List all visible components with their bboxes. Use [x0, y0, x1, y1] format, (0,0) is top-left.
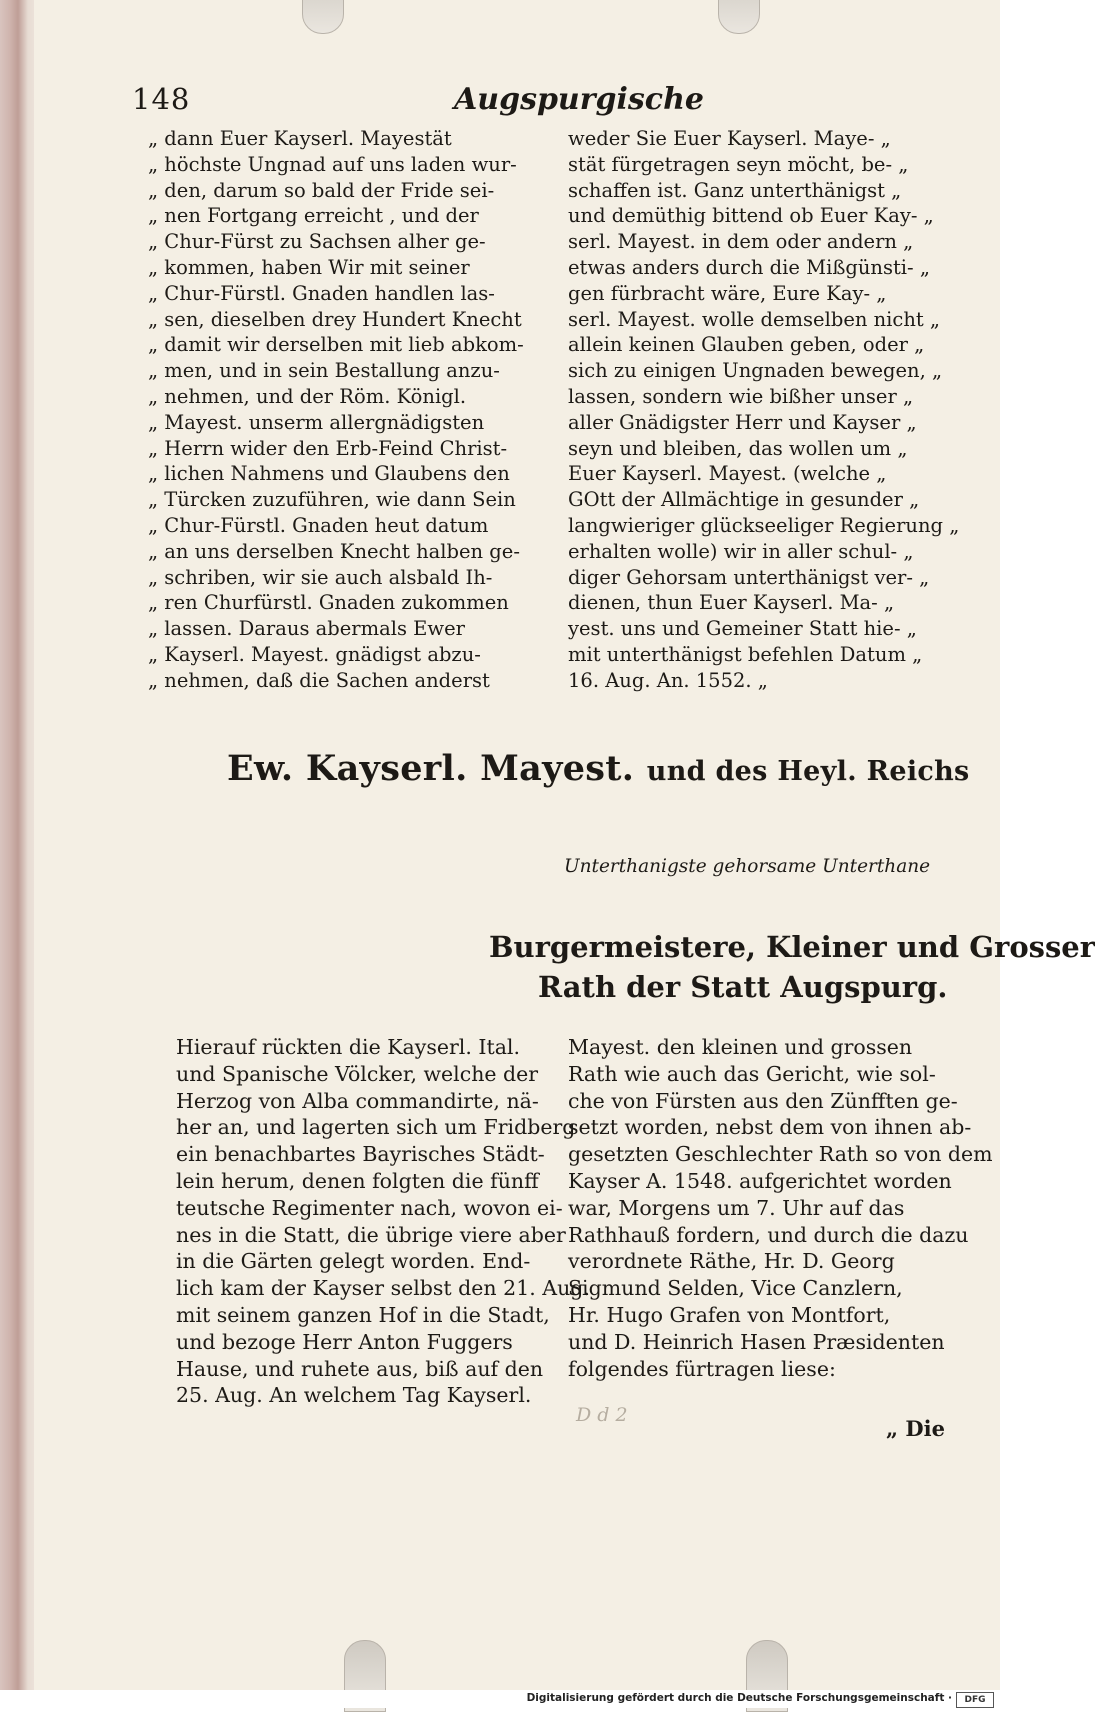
- signatory-line-2: Rath der Statt Augspurg.: [538, 970, 948, 1004]
- text-line: „ men, und in sein Bestallung anzu-: [148, 359, 500, 383]
- text-line: seyn und bleiben, das wollen um „: [568, 436, 908, 460]
- text-line: 25. Aug. An welchem Tag Kayserl.: [176, 1383, 532, 1408]
- text-line: mit seinem ganzen Hof in die Stadt,: [176, 1302, 550, 1327]
- text-line: und demüthig bittend ob Euer Kay- „: [568, 204, 934, 228]
- text-line: Hr. Hugo Grafen von Montfort,: [568, 1302, 891, 1327]
- page-clip-top-right: [718, 0, 760, 34]
- text-line: lein herum, denen folgten die fünff: [176, 1168, 539, 1193]
- narrative-column-right: [568, 1034, 993, 1382]
- text-line: „ höchste Ungnad auf uns laden wur-: [148, 152, 517, 176]
- text-line: Hierauf rückten die Kayserl. Ital.: [176, 1035, 521, 1059]
- letter-column-left: [148, 126, 528, 694]
- text-line: „ Herrn wider den Erb-Feind Christ-: [148, 436, 508, 460]
- text-line: serl. Mayest. in dem oder andern „: [568, 230, 914, 254]
- text-line: „ sen, dieselben drey Hundert Knecht: [148, 307, 522, 331]
- text-line: folgendes fürtragen liese:: [568, 1356, 836, 1381]
- text-line: sich zu einigen Ungnaden bewegen, „: [568, 359, 943, 383]
- text-line: „ lichen Nahmens und Glaubens den: [148, 462, 510, 486]
- text-line: erhalten wolle) wir in aller schul- „: [568, 539, 914, 563]
- text-line: Herzog von Alba commandirte, nä-: [176, 1088, 539, 1113]
- text-line: GOtt der Allmächtige in gesunder „: [568, 488, 920, 512]
- text-line: weder Sie Euer Kayserl. Maye- „: [568, 127, 891, 150]
- text-line: langwieriger glückseeliger Regierung „: [568, 513, 960, 537]
- text-line: war, Morgens um 7. Uhr auf das: [568, 1195, 905, 1220]
- text-line: „ ren Churfürstl. Gnaden zukommen: [148, 591, 509, 615]
- text-line: her an, und lagerten sich um Fridberg: [176, 1115, 576, 1140]
- text-line: „ Mayest. unserm allergnädigsten: [148, 410, 485, 434]
- text-line: yest. uns und Gemeiner Statt hie- „: [568, 617, 917, 641]
- text-line: „ kommen, haben Wir mit seiner: [148, 255, 470, 279]
- text-line: Rath wie auch das Gericht, wie sol-: [568, 1061, 936, 1086]
- page-clip-top-left: [302, 0, 344, 34]
- text-line: „ nehmen, daß die Sachen anderst: [148, 668, 490, 692]
- running-title: Augspurgische: [454, 82, 704, 117]
- text-line: „ damit wir derselben mit lieb abkom-: [148, 333, 524, 357]
- text-line: „ Chur-Fürstl. Gnaden heut datum: [148, 513, 489, 537]
- text-line: allein keinen Glauben geben, oder „: [568, 333, 925, 357]
- text-line: ein benachbartes Bayrisches Städt-: [176, 1142, 545, 1167]
- text-line: und D. Heinrich Hasen Præsidenten: [568, 1329, 945, 1354]
- text-line: serl. Mayest. wolle demselben nicht „: [568, 307, 941, 331]
- text-line: teutsche Regimenter nach, wovon ei-: [176, 1195, 563, 1220]
- text-line: schaffen ist. Ganz unterthänigst „: [568, 178, 902, 202]
- letter-column-right: [568, 126, 958, 694]
- catchword: „ Die: [886, 1416, 945, 1441]
- text-line: setzt worden, nebst dem von ihnen ab-: [568, 1115, 972, 1140]
- text-line: lassen, sondern wie bißher unser „: [568, 384, 914, 408]
- text-line: und bezoge Herr Anton Fuggers: [176, 1329, 513, 1354]
- text-line: „ Chur-Fürstl. Gnaden handlen las-: [148, 281, 495, 305]
- dfg-logo: DFG: [956, 1692, 994, 1708]
- signatory-line-1: Burgermeistere, Kleiner und Grosser: [489, 930, 1095, 964]
- text-line: „ an uns derselben Knecht halben ge-: [148, 539, 520, 563]
- text-line: Sigmund Selden, Vice Canzlern,: [568, 1276, 903, 1301]
- text-line: „ nen Fortgang erreicht , und der: [148, 204, 479, 228]
- text-line: Kayser A. 1548. aufgerichtet worden: [568, 1168, 952, 1193]
- text-line: in die Gärten gelegt worden. End-: [176, 1249, 531, 1274]
- subscription-line: Unterthanigste gehorsame Unterthane: [564, 856, 931, 877]
- text-line: verordnete Räthe, Hr. D. Georg: [568, 1249, 895, 1274]
- text-line: dienen, thun Euer Kayserl. Ma- „: [568, 591, 895, 615]
- closing-salutation-small: und des Heyl. Reichs: [646, 756, 970, 787]
- narrative-column-left: [176, 1034, 590, 1409]
- text-line: nes in die Statt, die übrige viere aber: [176, 1222, 566, 1247]
- text-line: „ Türcken zuzuführen, wie dann Sein: [148, 488, 516, 512]
- page-number: 148: [132, 82, 191, 116]
- text-line: Rathhauß fordern, und durch die dazu: [568, 1222, 969, 1247]
- book-page: [34, 0, 1095, 1690]
- closing-salutation-large: Ew. Kayserl. Mayest.: [227, 748, 635, 789]
- page-header: [34, 78, 1000, 122]
- text-line: und Spanische Völcker, welche der: [176, 1061, 539, 1086]
- text-line: Mayest. den kleinen und grossen: [568, 1035, 913, 1059]
- text-line: gesetzten Geschlechter Rath so von dem: [568, 1142, 993, 1167]
- text-line: „ dann Euer Kayserl. Mayestät: [148, 127, 452, 150]
- text-line: lich kam der Kayser selbst den 21. Aug.: [176, 1276, 590, 1301]
- text-line: aller Gnädigster Herr und Kayser „: [568, 410, 917, 434]
- text-line: „ lassen. Daraus abermals Ewer: [148, 617, 465, 641]
- text-line: „ Chur-Fürst zu Sachsen alher ge-: [148, 230, 486, 254]
- text-line: etwas anders durch die Mißgünsti- „: [568, 255, 930, 279]
- digitization-credit: Digitalisierung gefördert durch die Deutsche Forschungsgemeinschaft ·: [526, 1692, 952, 1704]
- bleed-through-signature-mark: D d 2: [576, 1404, 628, 1426]
- text-line: „ Kayserl. Mayest. gnädigst abzu-: [148, 642, 481, 666]
- text-line: „ nehmen, und der Röm. Königl.: [148, 384, 467, 408]
- text-line: che von Fürsten aus den Zünfften ge-: [568, 1088, 958, 1113]
- text-line: stät fürgetragen seyn möcht, be- „: [568, 152, 909, 176]
- text-line: Euer Kayserl. Mayest. (welche „: [568, 462, 887, 486]
- text-line: diger Gehorsam unterthänigst ver- „: [568, 565, 930, 589]
- text-line: „ den, darum so bald der Fride sei-: [148, 178, 495, 202]
- text-line: mit unterthänigst befehlen Datum „: [568, 642, 923, 666]
- text-line: Hause, und ruhete aus, biß auf den: [176, 1356, 544, 1381]
- text-line: gen fürbracht wäre, Eure Kay- „: [568, 281, 887, 305]
- text-line: „ schriben, wir sie auch alsbald Ih-: [148, 565, 493, 589]
- text-line: 16. Aug. An. 1552. „: [568, 668, 768, 692]
- closing-salutation: [227, 748, 970, 789]
